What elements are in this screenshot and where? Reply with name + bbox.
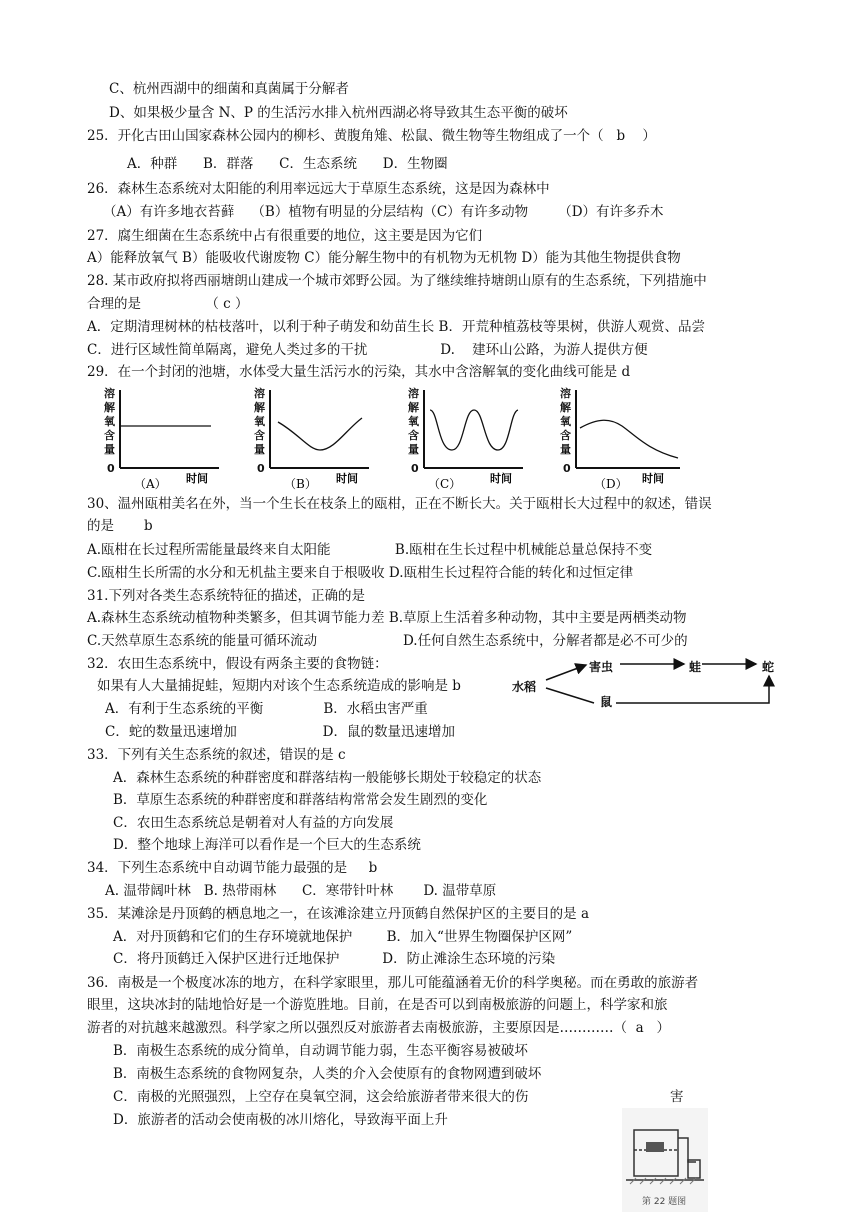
graph-d-ylabel-char: 量 — [560, 443, 571, 456]
graph-a-ylabel-char: 量 — [104, 443, 115, 456]
question-36-cont-1: 眼里，这块冰封的陆地恰好是一个游览胜地。目前，在是否可以到南极旅游的问题上，科学家和旅 — [87, 997, 668, 1013]
graph-d-ylabel-char: 氧 — [560, 415, 571, 428]
question-28-cont: 合理的是 （ c ） — [87, 296, 249, 312]
foodweb-frog: 蛙 — [689, 660, 702, 674]
question-27-options: A）能释放氧气 B）能吸收代谢废物 C）能分解生物中的有机物为无机物 D）能为其他生物提供食物 — [87, 250, 681, 266]
graph-b-label: （B） — [284, 477, 317, 491]
foodweb-mouse: 鼠 — [600, 695, 613, 709]
question-33-option-d: D．整个地球上海洋可以看作是一个巨大的生态系统 — [113, 837, 421, 853]
question-34-options: A. 温带阔叶林 B. 热带雨林 C．寒带针叶林 D. 温带草原 — [105, 883, 497, 899]
question-28: 28. 某市政府拟将西丽塘朗山建成一个城市郊野公园。为了继续维持塘朗山原有的生态系统，下列措施中 — [87, 273, 707, 289]
graph-b-ylabel-char: 含 — [254, 429, 265, 442]
graph-b-ylabel-char: 量 — [254, 443, 265, 456]
question-35-options-ab: A．对丹顶鹤和它们的生存环境就地保护 B．加入“世界生物圈保护区网” — [113, 929, 573, 945]
graph-d-label: （D） — [594, 477, 628, 491]
figure-22-image — [622, 1108, 708, 1212]
arrow-mouse-to-snake — [616, 676, 769, 703]
graph-a-ylabel-char: 氧 — [104, 415, 115, 428]
graph-b-ylabel-char: 氧 — [254, 415, 265, 428]
question-34: 34．下列生态系统中自动调节能力最强的是 b — [87, 860, 378, 876]
question-30-options-cd: C.瓯柑生长所需的水分和无机盐主要来自于根吸收 D.瓯柑生长过程符合能的转化和过恒定律 — [87, 565, 634, 581]
question-32: 32．农田生态系统中，假设有两条主要的食物链： — [87, 656, 388, 672]
question-31: 31.下列对各类生态系统特征的描述，正确的是 — [87, 588, 365, 604]
question-36-option-d: D．旅游者的活动会使南极的冰川熔化，导致海平面上升 — [113, 1112, 448, 1128]
graph-c-ylabel-char: 含 — [408, 429, 419, 442]
graph-d-xlabel: 时间 — [642, 472, 664, 485]
graph-b-ylabel-char: 溶 — [254, 387, 265, 400]
graph-c-label: （C） — [428, 477, 462, 491]
graph-a-ylabel-char: 含 — [104, 429, 115, 442]
question-33-option-b: B．草原生态系统的种群密度和群落结构常常会发生剧烈的变化 — [113, 792, 488, 808]
graph-a-ylabel-char: 解 — [104, 401, 115, 414]
graph-b-curve — [278, 418, 362, 450]
question-35: 35．某滩涂是丹顶鹤的栖息地之一，在该滩涂建立丹顶鹤自然保护区的主要目的是 a — [87, 906, 590, 922]
question-29: 29．在一个封闭的池塘，水体受大量生活污水的污染，其水中含溶解氧的变化曲线可能是 d — [87, 364, 631, 380]
graph-d-curve — [580, 420, 678, 458]
question-32-cont: 如果有人大量捕捉蛙，短期内对该个生态系统造成的影响是 b — [97, 678, 461, 694]
question-33: 33．下列有关生态系统的叙述，错误的是 c — [87, 747, 346, 763]
option-c-line: C、杭州西湖中的细菌和真菌属于分解者 — [109, 81, 349, 97]
graph-c-origin: 0 — [411, 462, 419, 475]
graph-a-ylabel-char: 溶 — [104, 387, 115, 400]
figure-22-caption: 第 22 题图 — [642, 1197, 687, 1207]
question-30-options-ab: A.瓯柑在长过程所需能量最终来自太阳能 B.瓯柑在生长过程中机械能总量总保持不变 — [87, 542, 653, 558]
graph-a-origin: 0 — [107, 462, 115, 475]
question-31-options-cd: C.天然草原生态系统的能量可循环流动 D.任何自然生态系统中，分解者都是必不可少的 — [87, 633, 688, 649]
graph-c-ylabel-char: 氧 — [408, 415, 419, 428]
graph-c — [408, 388, 528, 492]
question-30-cont: 的是 b — [87, 518, 153, 534]
question-35-options-cd: C．将丹顶鹤迁入保护区进行迁地保护 D．防止滩涂生态环境的污染 — [113, 951, 556, 967]
line-rice-to-mouse — [546, 688, 594, 703]
question-36: 36．南极是一个极度冰冻的地方，在科学家眼里，那儿可能蕴涵着无价的科学奥秘。而在勇敢的旅游者 — [87, 975, 699, 991]
graph-c-ylabel-char: 量 — [408, 443, 419, 456]
question-33-option-c: C．农田生态系统总是朝着对人有益的方向发展 — [113, 815, 394, 831]
option-d-line: D、如果极少量含 N、P 的生活污水排入杭州西湖必将导致其生态平衡的破坏 — [109, 105, 568, 121]
question-25-options: A．种群 B．群落 C．生态系统 D．生物圈 — [127, 156, 448, 172]
question-27: 27．腐生细菌在生态系统中占有很重要的地位，这主要是因为它们 — [87, 228, 483, 244]
foodweb-pest: 害虫 — [589, 660, 614, 674]
graph-c-ylabel-char: 解 — [408, 401, 419, 414]
question-31-options-ab: A.森林生态系统动植物种类繁多，但其调节能力差 B.草原上生活着多种动物，其中主要是两栖类动物 — [87, 610, 687, 626]
question-30: 30、温州瓯柑美名在外，当一个生长在枝条上的瓯柑，正在不断长大。关于瓯柑长大过程中的叙述，错误 — [87, 496, 712, 512]
graph-d-origin: 0 — [563, 462, 571, 475]
question-36-option-b: B．南极生态系统的食物网复杂，人类的介入会使原有的食物网遭到破坏 — [113, 1066, 542, 1082]
question-33-option-a: A．森林生态系统的种群密度和群落结构一般能够长期处于较稳定的状态 — [113, 770, 542, 786]
graph-c-curve — [430, 410, 518, 450]
graph-a — [104, 388, 224, 492]
question-26-options: （A）有许多地衣苔藓 （B）植物有明显的分层结构（C）有许多动物 （D）有许多乔木 — [103, 204, 664, 220]
question-28-options-ab: A．定期清理树林的枯枝落叶，以利于种子萌发和幼苗生长 B．开荒种植荔枝等果树，供游人观赏、品尝 — [87, 319, 705, 335]
question-28-options-cd: C．进行区域性简单隔离，避免人类过多的干扰 D. 建环山公路，为游人提供方便 — [87, 342, 648, 358]
graph-c-ylabel-char: 溶 — [408, 387, 419, 400]
question-36-option-c: C．南极的光照强烈，上空存在臭氧空洞，这会给旅游者带来很大的伤 害 — [113, 1089, 684, 1105]
graph-a-xlabel: 时间 — [186, 472, 208, 485]
question-26: 26．森林生态系统对太阳能的利用率远远大于草原生态系统，这是因为森林中 — [87, 181, 550, 197]
graph-b-ylabel-char: 解 — [254, 401, 265, 414]
graph-c-xlabel: 时间 — [490, 472, 512, 485]
graph-d — [560, 388, 685, 492]
foodweb-rice: 水稻 — [512, 680, 537, 694]
question-32-options-cd: C．蛇的数量迅速增加 D．鼠的数量迅速增加 — [105, 724, 455, 740]
arrow-rice-to-pest — [546, 665, 586, 680]
graph-a-label: （A） — [134, 477, 167, 491]
graph-d-ylabel-char: 溶 — [560, 387, 571, 400]
graph-b — [254, 388, 374, 492]
question-36-option-a: B．南极生态系统的成分简单，自动调节能力弱，生态平衡容易被破坏 — [113, 1043, 528, 1059]
question-32-options-ab: A．有利于生态系统的平衡 B．水稻虫害严重 — [105, 701, 428, 717]
foodweb-snake: 蛇 — [762, 660, 775, 674]
question-36-cont-2: 游者的对抗越来越激烈。科学家之所以强烈反对旅游者去南极旅游，主要原因是…………（ a ） — [87, 1020, 671, 1036]
question-25: 25．开化古田山国家森林公园内的柳杉、黄腹角雉、松鼠、微生物等生物组成了一个（ b ） — [87, 128, 656, 144]
foodweb-arrows — [500, 650, 790, 720]
graph-d-ylabel-char: 解 — [560, 401, 571, 414]
graph-d-ylabel-char: 含 — [560, 429, 571, 442]
graph-b-origin: 0 — [257, 462, 265, 475]
graph-b-xlabel: 时间 — [336, 472, 358, 485]
